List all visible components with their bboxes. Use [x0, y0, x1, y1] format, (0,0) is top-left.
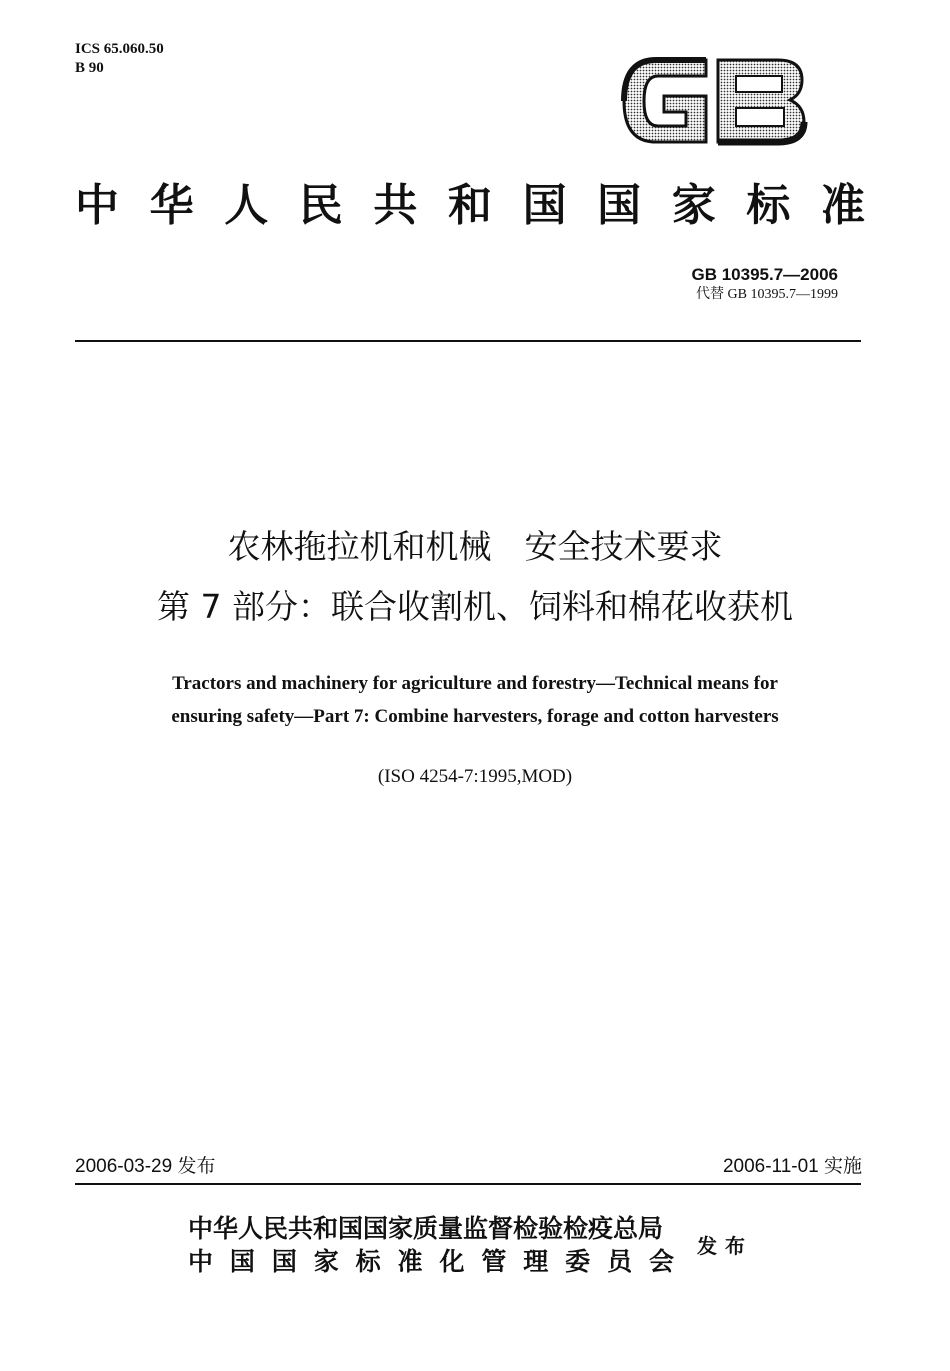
publish-label: 发布	[697, 1234, 753, 1258]
gb-logo	[618, 54, 808, 148]
issuer-char: 国	[229, 1247, 255, 1276]
classification-codes	[75, 40, 164, 78]
standard-code: GB 10395.7—2006	[691, 265, 838, 284]
issuer-char: 准	[397, 1247, 423, 1276]
chinese-title-line-2: 第 7 部分：联合收割机、饲料和棉花收获机	[157, 587, 793, 626]
issuing-authorities	[188, 1212, 674, 1278]
issuer-aqsiq: 中华人民共和国国家质量监督检验检疫总局	[188, 1214, 664, 1243]
title-char: 国	[597, 180, 642, 231]
issue-date: 2006-03-29 发布	[75, 1156, 216, 1177]
english-title-line-2: ensuring safety—Part 7: Combine harvesters, forage and cotton harvesters	[171, 706, 779, 727]
issuer-sac	[188, 1245, 674, 1278]
issuer-char: 标	[355, 1247, 381, 1276]
english-title-line-1: Tractors and machinery for agriculture and forestry—Technical means for	[172, 673, 778, 694]
title-char: 标	[746, 180, 791, 231]
title-char: 和	[447, 180, 492, 231]
adoption-reference: (ISO 4254-7:1995,MOD)	[377, 766, 573, 787]
ccs-code: B 90	[75, 60, 104, 76]
title-char: 民	[298, 180, 343, 231]
issuer-char: 家	[313, 1247, 339, 1276]
issuer-char: 委	[565, 1247, 591, 1276]
ics-code: ICS 65.060.50	[75, 41, 164, 57]
national-standard-title	[75, 176, 865, 236]
issuer-char: 会	[648, 1247, 674, 1276]
title-char: 人	[224, 180, 269, 231]
standard-number-block	[692, 264, 839, 304]
title-char: 中	[75, 180, 119, 231]
issuer-char: 管	[481, 1247, 507, 1276]
title-char: 共	[373, 180, 418, 231]
issuer-char: 化	[439, 1247, 465, 1276]
issuer-char: 理	[523, 1247, 549, 1276]
issuer-char: 国	[271, 1247, 297, 1276]
issuer-char: 中	[188, 1247, 214, 1276]
header-divider	[75, 340, 861, 342]
title-char: 华	[149, 180, 194, 231]
title-char: 家	[671, 180, 716, 231]
title-char: 国	[522, 180, 567, 231]
replaces-standard: 代替 GB 10395.7—1999	[696, 287, 838, 302]
english-title	[0, 667, 950, 733]
title-char: 准	[820, 180, 865, 231]
chinese-title-line-1: 农林拖拉机和机械 安全技术要求	[227, 527, 723, 566]
implementation-date: 2006-11-01 实施	[722, 1156, 862, 1177]
issuer-char: 员	[607, 1247, 633, 1276]
footer-divider	[75, 1183, 861, 1185]
